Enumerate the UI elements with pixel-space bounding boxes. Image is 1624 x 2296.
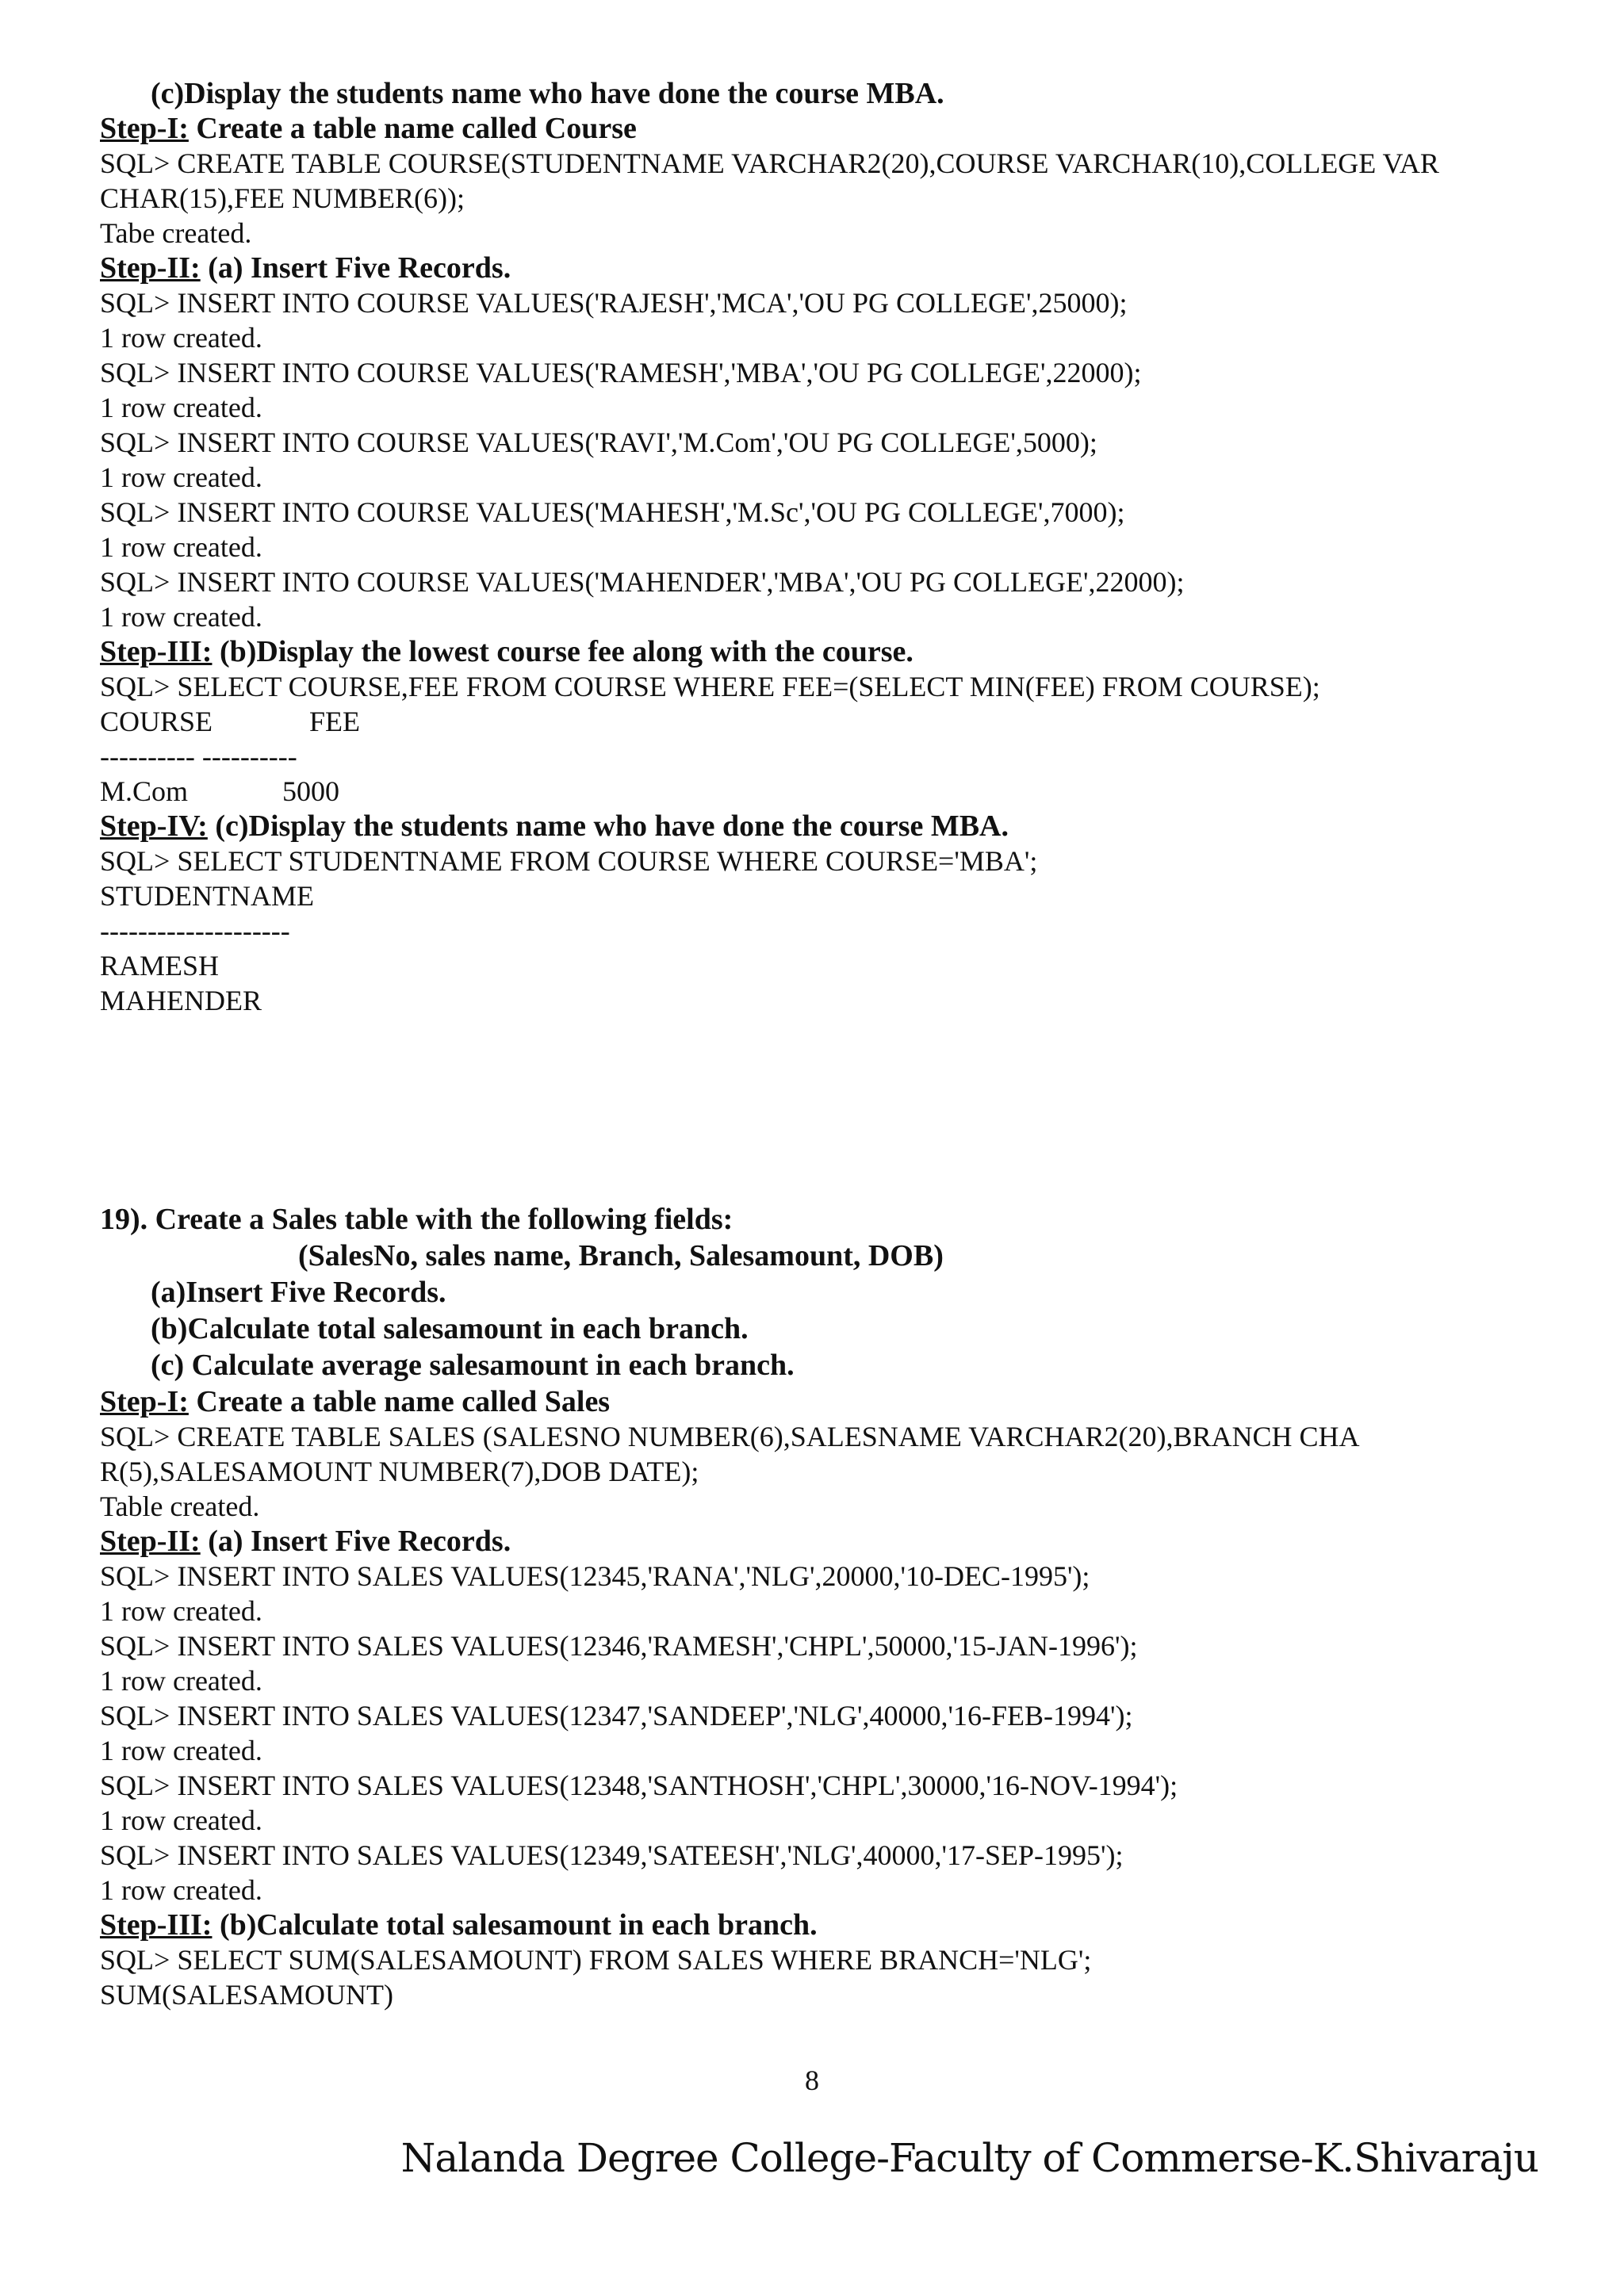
result-header-row — [100, 704, 360, 739]
question-19-fields: (SalesNo, sales name, Branch, Salesamount, DOB) — [298, 1239, 944, 1272]
step-label: Step-III: — [100, 635, 213, 668]
step-label: Step-III: — [100, 1908, 213, 1942]
result-separator: -------------------- — [100, 915, 290, 947]
question-19-title: 19). Create a Sales table with the following fields: — [100, 1203, 733, 1236]
sql-insert-sales: SQL> INSERT INTO SALES VALUES(12346,'RAMESH','CHPL',50000,'15-JAN-1996'); — [100, 1630, 1138, 1662]
result-cell-course: M.Com — [100, 775, 189, 807]
result-separator: ---------- ---------- — [100, 740, 297, 772]
sql-insert-course: SQL> INSERT INTO COURSE VALUES('RAJESH','MCA','OU PG COLLEGE',25000); — [100, 287, 1128, 319]
sql-insert-sales: SQL> INSERT INTO SALES VALUES(12347,'SANDEEP','NLG',40000,'16-FEB-1994'); — [100, 1700, 1133, 1732]
output-line: 1 row created. — [100, 392, 262, 423]
sql-insert-course: SQL> INSERT INTO COURSE VALUES('MAHESH','M.Sc','OU PG COLLEGE',7000); — [100, 496, 1125, 528]
question-c-heading: (c)Display the students name who have done the course MBA. — [151, 77, 944, 110]
sql-create-course-cont: CHAR(15),FEE NUMBER(6)); — [100, 182, 465, 214]
step-3-heading — [100, 634, 914, 669]
step-text: (a) Insert Five Records. — [200, 1525, 511, 1558]
step-label: Step-IV: — [100, 809, 208, 843]
question-19-part-c: (c) Calculate average salesamount in each branch. — [151, 1349, 795, 1382]
sql-select-mba: SQL> SELECT STUDENTNAME FROM COURSE WHERE COURSE='MBA'; — [100, 845, 1038, 877]
step-text: (c)Display the students name who have done the course MBA. — [207, 809, 1009, 843]
sql-create-course: SQL> CREATE TABLE COURSE(STUDENTNAME VARCHAR2(20),COURSE VARCHAR(10),COLLEGE VAR — [100, 147, 1439, 179]
page-number: 8 — [805, 2064, 819, 2096]
step-1-heading — [100, 111, 637, 146]
step-text: Create a table name called Sales — [188, 1385, 611, 1418]
result-column-fee: FEE — [309, 706, 361, 737]
output-line: 1 row created. — [100, 1804, 262, 1836]
result-cell-fee: 5000 — [282, 775, 339, 807]
output-line: 1 row created. — [100, 1874, 262, 1906]
step-text: Create a table name called Course — [188, 112, 637, 145]
step-label: Step-I: — [100, 112, 189, 145]
output-line: 1 row created. — [100, 1735, 262, 1766]
step-1-heading — [100, 1384, 610, 1419]
sql-insert-sales: SQL> INSERT INTO SALES VALUES(12348,'SANTHOSH','CHPL',30000,'16-NOV-1994'); — [100, 1770, 1178, 1801]
step-2-heading — [100, 1524, 511, 1559]
step-4-heading — [100, 809, 1009, 844]
step-text: (b)Calculate total salesamount in each branch. — [212, 1908, 818, 1942]
question-19-part-b: (b)Calculate total salesamount in each branch. — [151, 1312, 749, 1345]
result-row — [100, 774, 339, 809]
output-line: 1 row created. — [100, 531, 262, 563]
result-row: MAHENDER — [100, 985, 262, 1016]
result-header: SUM(SALESAMOUNT) — [100, 1979, 394, 2011]
result-row: RAMESH — [100, 950, 220, 982]
sql-insert-course: SQL> INSERT INTO COURSE VALUES('RAMESH','MBA','OU PG COLLEGE',22000); — [100, 357, 1142, 388]
sql-insert-sales: SQL> INSERT INTO SALES VALUES(12345,'RANA','NLG',20000,'10-DEC-1995'); — [100, 1560, 1090, 1592]
footer-text: Nalanda Degree College-Faculty of Commerse-K.Shivaraju — [400, 2135, 1538, 2181]
result-column-course: COURSE — [100, 706, 213, 737]
question-19-part-a: (a)Insert Five Records. — [151, 1276, 446, 1309]
sql-insert-course: SQL> INSERT INTO COURSE VALUES('RAVI','M.Com','OU PG COLLEGE',5000); — [100, 427, 1097, 458]
sql-insert-course: SQL> INSERT INTO COURSE VALUES('MAHENDER','MBA','OU PG COLLEGE',22000); — [100, 566, 1185, 598]
step-label: Step-I: — [100, 1385, 189, 1418]
output-line: 1 row created. — [100, 1595, 262, 1627]
step-label: Step-II: — [100, 1525, 201, 1558]
sql-create-sales-cont: R(5),SALESAMOUNT NUMBER(7),DOB DATE); — [100, 1456, 699, 1487]
sql-select-min-fee: SQL> SELECT COURSE,FEE FROM COURSE WHERE FEE=(SELECT MIN(FEE) FROM COURSE); — [100, 671, 1320, 702]
output-line: 1 row created. — [100, 322, 262, 354]
output-line: Table created. — [100, 1490, 260, 1522]
step-2-heading — [100, 251, 511, 285]
output-line: 1 row created. — [100, 1665, 262, 1697]
output-line: 1 row created. — [100, 601, 262, 633]
output-line: 1 row created. — [100, 461, 262, 493]
sql-insert-sales: SQL> INSERT INTO SALES VALUES(12349,'SATEESH','NLG',40000,'17-SEP-1995'); — [100, 1839, 1124, 1871]
output-line: Tabe created. — [100, 217, 252, 249]
step-3-heading — [100, 1908, 818, 1942]
step-label: Step-II: — [100, 251, 201, 285]
result-header: STUDENTNAME — [100, 880, 314, 912]
step-text: (a) Insert Five Records. — [200, 251, 511, 285]
step-text: (b)Display the lowest course fee along with the course. — [212, 635, 914, 668]
sql-select-sum: SQL> SELECT SUM(SALESAMOUNT) FROM SALES WHERE BRANCH='NLG'; — [100, 1944, 1092, 1976]
sql-create-sales: SQL> CREATE TABLE SALES (SALESNO NUMBER(6),SALESNAME VARCHAR2(20),BRANCH CHA — [100, 1421, 1360, 1452]
